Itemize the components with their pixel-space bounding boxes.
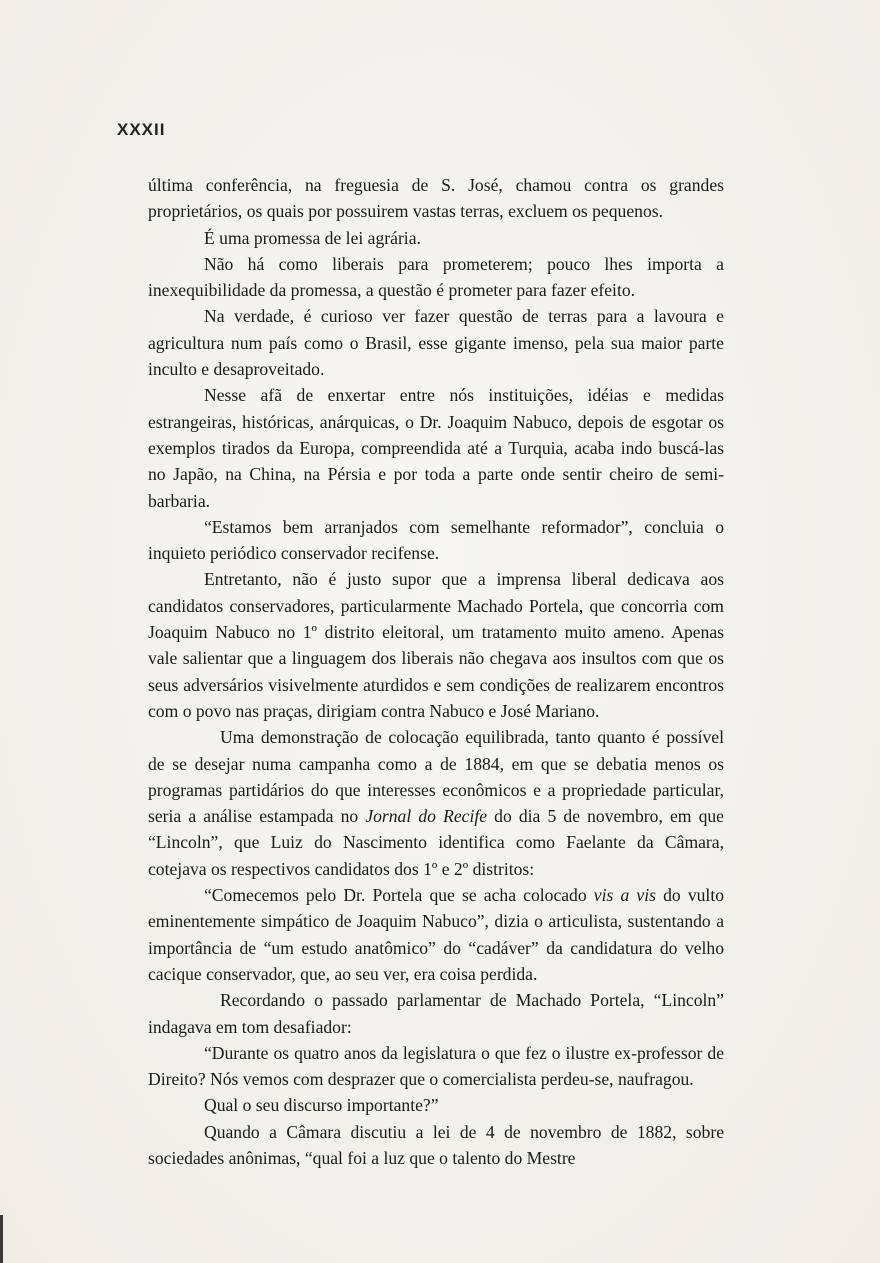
paragraph: “Durante os quatro anos da legislatura o que fez o ilustre ex-professor de Direito? Nós vemos com desprazer que o comercialista perdeu-se, naufragou.: [148, 1042, 724, 1090]
paragraph-text: do dia 5 de novembro, em que “Lincoln”, que Luiz do Nascimento identifica como Faelante da Câmara, cotejava os respectivos candidatos dos 1º e 2º distritos:: [148, 806, 724, 879]
italic-phrase: vis a vis: [593, 885, 656, 906]
body-text: [148, 172, 724, 1171]
paragraph: Entretanto, não é justo supor que a imprensa liberal dedicava aos candidatos conservadores, particularmente Machado Portela, que concorria com Joaquim Nabuco no 1º distrito eleitoral, um tratamento muito ameno. Apenas vale salientar que a linguagem dos liberais não chegava aos insultos com que os seus adversários visivelmente aturdidos e sem condições de realizarem encontros com o povo nas praças, dirigiam contra Nabuco e José Mariano.: [148, 569, 724, 721]
paragraph: “Estamos bem arranjados com semelhante reformador”, concluia o inquieto periódico conservador recifense.: [148, 516, 724, 564]
paragraph: última conferência, na freguesia de S. José, chamou contra os grandes proprietários, os quais por possuirem vastas terras, excluem os pequenos.: [148, 175, 724, 222]
paragraph: Recordando o passado parlamentar de Machado Portela, “Lincoln” indagava em tom desafiador:: [148, 990, 724, 1037]
page-number: XXXII: [117, 120, 166, 139]
paragraph-text: “Comecemos pelo Dr. Portela que se acha colocado: [204, 885, 594, 906]
binding-edge-mark: [0, 1215, 3, 1263]
paragraph: [148, 882, 724, 987]
paragraph: Nesse afã de enxertar entre nós instituições, idéias e medidas estrangeiras, históricas, anárquicas, o Dr. Joaquim Nabuco, depois de esgotar os exemplos tirados da Europa, compreendida até a Turquia, acaba indo buscá-las no Japão, na China, na Pérsia e por toda a parte onde sentir cheiro de semi-barbaria.: [148, 385, 724, 511]
newspaper-title: Jornal do Recife: [365, 806, 488, 827]
paragraph-text: Uma demonstração de colocação equilibrada, tanto quanto é possível de se desejar numa campanha como a de 1884, em que se debatia menos os programas partidários do que interesses econômicos e a propriedade particular, seria a análise estampada no: [148, 727, 724, 827]
paragraph: Na verdade, é curioso ver fazer questão de terras para a lavoura e agricultura num país como o Brasil, esse gigante imenso, pela sua maior parte inculto e desaproveitado.: [148, 306, 724, 380]
paragraph: [148, 724, 724, 882]
paragraph-text: do vulto eminentemente simpático de Joaquim Nabuco”, dizia o articulista, sustentando a importância de “um estudo anatômico” do “cadáver” da candidatura do velho cacique conservador, que, ao seu ver, era coisa perdida.: [148, 885, 725, 984]
paragraph: Quando a Câmara discutiu a lei de 4 de novembro de 1882, sobre sociedades anônimas, “qual foi a luz que o talento do Mestre: [148, 1121, 724, 1168]
paragraph: Qual o seu discurso importante?”: [204, 1095, 439, 1116]
paragraph: Não há como liberais para prometerem; pouco lhes importa a inexequibilidade da promessa, a questão é prometer para fazer efeito.: [148, 253, 724, 301]
paragraph: É uma promessa de lei agrária.: [204, 227, 421, 248]
